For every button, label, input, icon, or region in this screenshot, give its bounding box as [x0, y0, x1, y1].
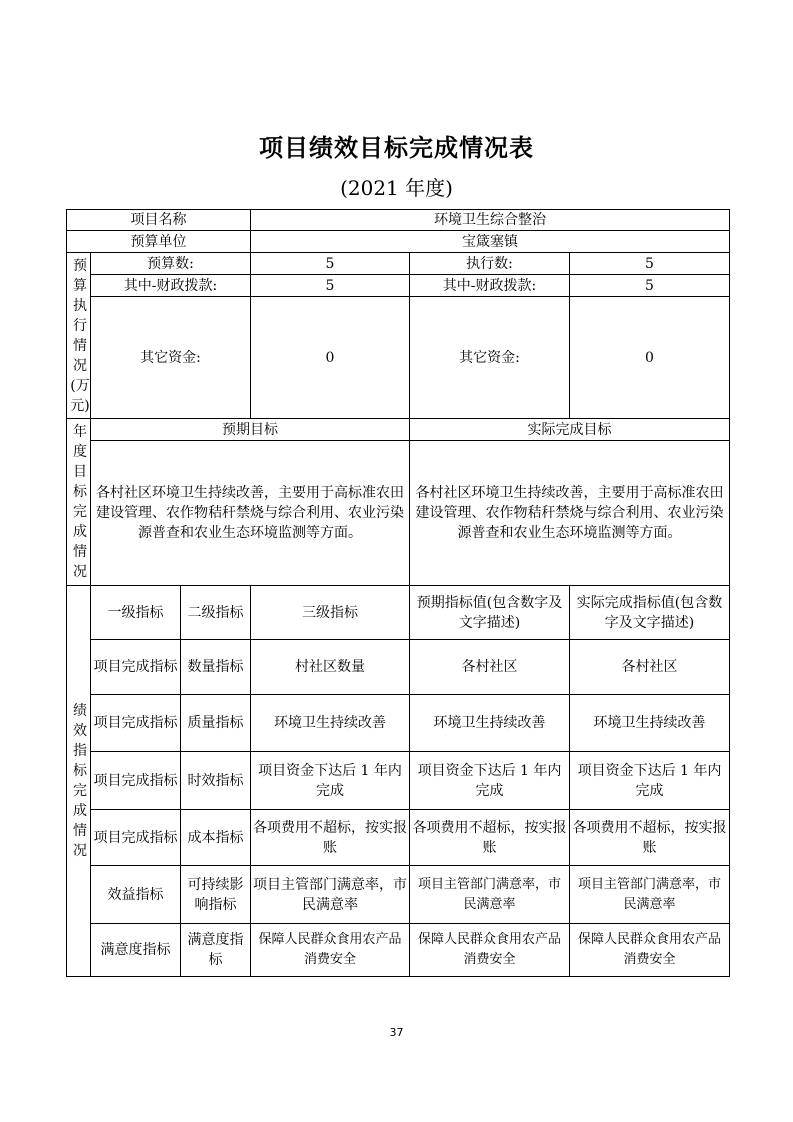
fiscal-budget-label: 其中-财政拨款: [91, 275, 251, 297]
table-row [67, 810, 730, 866]
page-title: 项目绩效目标完成情况表 [259, 134, 534, 162]
executed-amount-label: 执行数: [410, 253, 570, 275]
indicator-expected: 保障人民群众食用农产品消费安全 [410, 924, 570, 977]
indicator-actual: 环境卫生持续改善 [570, 695, 730, 752]
annual-goals-section-label: 年度目标完成情况 [67, 419, 91, 586]
page-number: 37 [389, 1026, 404, 1039]
indicator-actual: 保障人民群众食用农产品消费安全 [570, 924, 730, 977]
indicator-level3: 保障人民群众食用农产品消费安全 [251, 924, 410, 977]
indicator-expected: 各项费用不超标，按实报账 [410, 810, 570, 866]
expected-value-header: 预期指标值(包含数字及文字描述) [410, 586, 570, 640]
indicator-level1: 项目完成指标 [91, 695, 181, 752]
table-row [67, 640, 730, 695]
level3-header: 三级指标 [251, 586, 410, 640]
fiscal-budget-value: 5 [251, 275, 410, 297]
indicator-expected: 项目资金下达后 1 年内完成 [410, 752, 570, 810]
actual-goal-text: 各村社区环境卫生持续改善，主要用于高标准农田建设管理、农作物秸秆禁烧与综合利用、农业污染源普查和农业生态环境监测等方面。 [410, 441, 730, 586]
expected-goal-text: 各村社区环境卫生持续改善，主要用于高标准农田建设管理、农作物秸秆禁烧与综合利用、农业污染源普查和农业生态环境监测等方面。 [91, 441, 410, 586]
other-funds-row [67, 297, 730, 419]
indicator-level1: 项目完成指标 [91, 640, 181, 695]
indicator-level3: 环境卫生持续改善 [251, 695, 410, 752]
indicator-actual: 各村社区 [570, 640, 730, 695]
indicators-section-label: 绩效指标完成情况 [67, 586, 91, 977]
indicator-level1: 项目完成指标 [91, 810, 181, 866]
actual-goal-header: 实际完成目标 [410, 419, 730, 441]
fiscal-row [67, 275, 730, 297]
budget-section-label: 预算执行情况(万元) [67, 253, 91, 419]
other-executed-label: 其它资金: [410, 297, 570, 419]
indicator-level2: 成本指标 [181, 810, 251, 866]
indicator-actual: 项目资金下达后 1 年内完成 [570, 752, 730, 810]
table-row [67, 924, 730, 977]
indicator-level3: 村社区数量 [251, 640, 410, 695]
table-row [67, 752, 730, 810]
project-name-value: 环境卫生综合整治 [251, 210, 730, 231]
indicator-level2: 满意度指标 [181, 924, 251, 977]
fiscal-executed-value: 5 [570, 275, 730, 297]
indicator-level2: 时效指标 [181, 752, 251, 810]
budget-unit-row [67, 231, 730, 253]
indicator-actual: 各项费用不超标，按实报账 [570, 810, 730, 866]
table-row [67, 866, 730, 924]
other-budget-label: 其它资金: [91, 297, 251, 419]
fiscal-executed-label: 其中-财政拨款: [410, 275, 570, 297]
level1-header: 一级指标 [91, 586, 181, 640]
indicator-expected: 环境卫生持续改善 [410, 695, 570, 752]
executed-amount-value: 5 [570, 253, 730, 275]
other-executed-value: 0 [570, 297, 730, 419]
performance-table [66, 209, 730, 977]
indicator-header-row [67, 586, 730, 640]
annual-goals-text-row [67, 441, 730, 586]
budget-unit-label: 预算单位 [67, 231, 251, 253]
indicator-level2: 可持续影响指标 [181, 866, 251, 924]
page-subtitle: (2021 年度) [340, 176, 453, 200]
budget-amount-value: 5 [251, 253, 410, 275]
indicator-level3: 项目资金下达后 1 年内完成 [251, 752, 410, 810]
indicator-actual: 项目主管部门满意率，市民满意率 [570, 866, 730, 924]
indicator-level1: 效益指标 [91, 866, 181, 924]
table-row [67, 695, 730, 752]
budget-unit-value: 宝箴塞镇 [251, 231, 730, 253]
indicator-level3: 项目主管部门满意率，市民满意率 [251, 866, 410, 924]
indicator-level1: 满意度指标 [91, 924, 181, 977]
indicator-level2: 质量指标 [181, 695, 251, 752]
indicator-level3: 各项费用不超标，按实报账 [251, 810, 410, 866]
indicator-level2: 数量指标 [181, 640, 251, 695]
budget-amount-label: 预算数: [91, 253, 251, 275]
annual-goals-header-row [67, 419, 730, 441]
indicator-expected: 各村社区 [410, 640, 570, 695]
other-budget-value: 0 [251, 297, 410, 419]
indicator-expected: 项目主管部门满意率，市民满意率 [410, 866, 570, 924]
indicator-level1: 项目完成指标 [91, 752, 181, 810]
level2-header: 二级指标 [181, 586, 251, 640]
actual-value-header: 实际完成指标值(包含数字及文字描述) [570, 586, 730, 640]
budget-row [67, 253, 730, 275]
project-name-label: 项目名称 [67, 210, 251, 231]
expected-goal-header: 预期目标 [91, 419, 410, 441]
project-name-row [67, 210, 730, 231]
